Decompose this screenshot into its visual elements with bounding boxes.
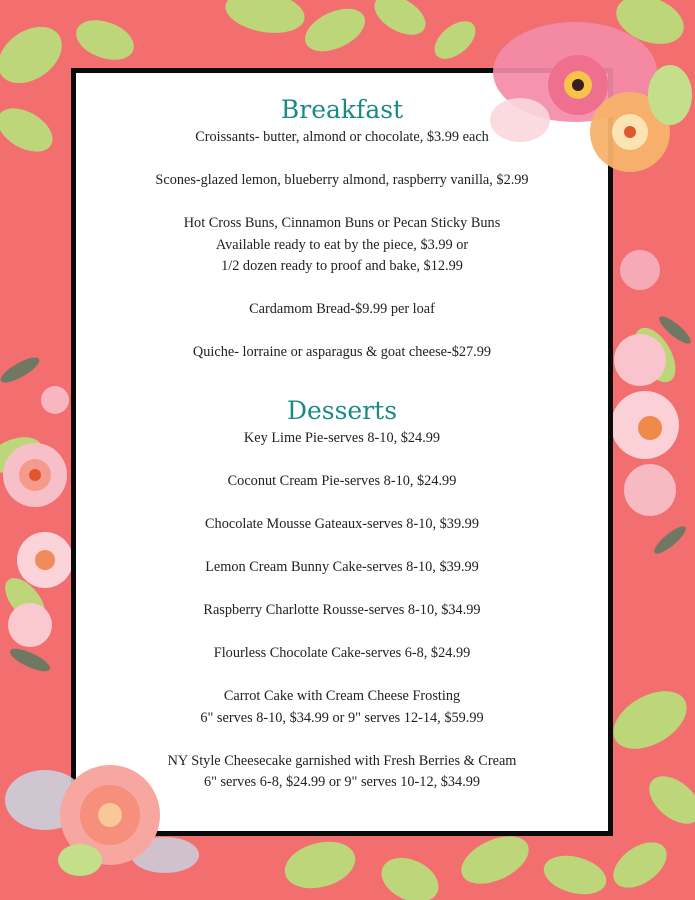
desserts-item [76,686,608,729]
menu-item-line: Croissants- butter, almond or chocolate, $3.99 each [195,129,489,145]
menu-item-line: Scones-glazed lemon, blueberry almond, raspberry vanilla, $2.99 [155,172,529,188]
menu-item-line: Carrot Cake with Cream Cheese Frosting [223,688,461,704]
menu-item-line: 6" serves 8-10, $34.99 or 9" serves 12-14, $59.99 [200,709,484,726]
menu-item-line: Chocolate Mousse Gateaux-serves 8-10, $39.99 [205,516,479,532]
desserts-heading: Desserts [286,396,398,425]
desserts-item [76,471,608,493]
desserts-item [76,557,608,579]
breakfast-heading: Breakfast [280,95,404,124]
menu-item-line: Flourless Chocolate Cake-serves 6-8, $24.99 [213,645,471,661]
desserts-item [76,600,608,622]
menu-item-line: Raspberry Charlotte Rousse-serves 8-10, $34.99 [203,602,481,618]
menu-item-line: 6" serves 6-8, $24.99 or 9" serves 10-12, $34.99 [203,774,481,790]
menu-item-line: Key Lime Pie-serves 8-10, $24.99 [243,430,441,446]
menu-item-line: Lemon Cream Bunny Cake-serves 8-10, $39.99 [205,559,479,575]
menu-item-line: Coconut Cream Pie-serves 8-10, $24.99 [227,473,457,489]
menu-item-line: Available ready to eat by the piece, $3.99 or [215,236,469,253]
breakfast-item [76,213,608,278]
menu-item-line: Hot Cross Buns, Cinnamon Buns or Pecan Sticky Buns [183,215,501,231]
menu-item-line: NY Style Cheesecake garnished with Fresh Berries & Cream [167,752,517,769]
desserts-item [76,514,608,536]
menu-item-line: Cardamom Bread-$9.99 per loaf [249,301,435,317]
breakfast-item [76,127,608,149]
desserts-section [76,396,608,794]
breakfast-item [76,170,608,192]
desserts-item [76,428,608,450]
menu-card [71,68,613,836]
breakfast-item [76,299,608,321]
breakfast-item [76,342,608,364]
breakfast-section [76,95,608,364]
desserts-item [76,643,608,665]
menu-item-line: 1/2 dozen ready to proof and bake, $12.99 [221,258,463,274]
menu-item-line: Quiche- lorraine or asparagus & goat cheese-$27.99 [192,344,492,360]
desserts-item [76,751,608,794]
